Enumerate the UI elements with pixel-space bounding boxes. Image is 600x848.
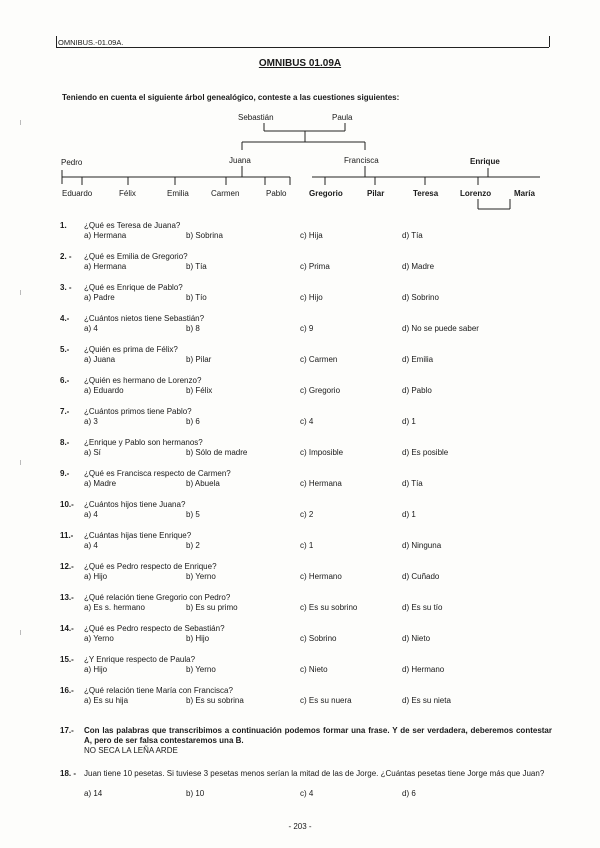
question-text: ¿Qué es Enrique de Pablo?	[84, 283, 183, 292]
answer-option-d[interactable]: d) Nieto	[402, 634, 431, 643]
answer-option-b[interactable]: b) Félix	[186, 386, 213, 395]
tree-node-pilar: Pilar	[367, 189, 385, 198]
question-item	[60, 624, 560, 646]
question-number: 6.-	[60, 376, 70, 385]
question-item	[60, 221, 560, 243]
answer-option-c[interactable]: c) Hijo	[300, 293, 323, 302]
answer-option-c[interactable]: c) 9	[300, 324, 314, 333]
question-text: Juan tiene 10 pesetas. Si tuviese 3 pesetas menos serían la mitad de las de Jorge. ¿Cuántas pesetas tiene Jorge más que Juan?	[84, 769, 545, 778]
answer-option-d[interactable]: d) No se puede saber	[402, 324, 479, 333]
question-number: 14.-	[60, 624, 74, 633]
question-number: 9.-	[60, 469, 70, 478]
answer-option-d[interactable]: d) Tía	[402, 231, 423, 240]
answer-option-d[interactable]: d) 1	[402, 417, 416, 426]
tree-node-juana: Juana	[229, 156, 251, 165]
question-text: ¿Qué es Teresa de Juana?	[84, 221, 181, 230]
question-text: ¿Cuántos hijos tiene Juana?	[84, 500, 186, 509]
answer-option-b[interactable]: b) Yerno	[186, 665, 216, 674]
answer-option-d[interactable]: d) Hermano	[402, 665, 445, 674]
answer-option-d[interactable]: d) Sobrino	[402, 293, 439, 302]
question-number: 2. -	[60, 252, 72, 261]
answer-option-a[interactable]: a) Sí	[84, 448, 101, 457]
question-item	[60, 407, 560, 429]
question-number: 1.	[60, 221, 67, 230]
answer-option-b[interactable]: b) Hijo	[186, 634, 210, 643]
answer-option-b[interactable]: b) Pilar	[186, 355, 212, 364]
question-18	[60, 769, 552, 803]
answer-option-c[interactable]: c) 4	[300, 417, 314, 426]
answer-option-b[interactable]: b) Es su primo	[186, 603, 238, 612]
answer-option-c[interactable]: c) Hermano	[300, 572, 342, 581]
answer-option-a[interactable]: a) Hijo	[84, 665, 108, 674]
question-phrase: NO SECA LA LEÑA ARDE	[84, 746, 178, 755]
answer-option-d[interactable]: d) Es posible	[402, 448, 449, 457]
answer-option-a[interactable]: a) 4	[84, 324, 98, 333]
question-text: ¿Qué relación tiene María con Francisca?	[84, 686, 233, 695]
answer-option-d[interactable]: d) Pablo	[402, 386, 432, 395]
question-item	[60, 500, 560, 522]
answer-option-d[interactable]: d) Cuñado	[402, 572, 440, 581]
tree-node-lorenzo: Lorenzo	[460, 189, 492, 198]
question-number: 13.-	[60, 593, 74, 602]
answer-option-c[interactable]: c) 2	[300, 510, 314, 519]
question-number: 16.-	[60, 686, 74, 695]
answer-option-d[interactable]: d) Es su nieta	[402, 696, 451, 705]
margin-mark	[20, 630, 21, 635]
answer-option-b[interactable]: b) Sólo de madre	[186, 448, 248, 457]
margin-mark	[20, 290, 21, 295]
answer-option-b[interactable]: b) 6	[186, 417, 200, 426]
answer-option-d[interactable]: d) 6	[402, 789, 416, 798]
answer-option-a[interactable]: a) 4	[84, 541, 98, 550]
question-number: 3. -	[60, 283, 72, 292]
answer-option-b[interactable]: b) Sobrina	[186, 231, 223, 240]
answer-option-a[interactable]: a) Madre	[84, 479, 117, 488]
question-number: 15.-	[60, 655, 74, 664]
answer-option-b[interactable]: b) 5	[186, 510, 200, 519]
answer-option-a[interactable]: a) 4	[84, 510, 98, 519]
answer-option-d[interactable]: d) Tía	[402, 479, 423, 488]
answer-option-c[interactable]: c) Carmen	[300, 355, 338, 364]
question-item	[60, 283, 560, 305]
header-code: OMNIBUS.-01.09A.	[58, 38, 124, 47]
tree-node-teresa: Teresa	[413, 189, 439, 198]
question-item	[60, 686, 560, 708]
answer-option-d[interactable]: d) Ninguna	[402, 541, 442, 550]
question-number: 10.-	[60, 500, 74, 509]
answer-option-a[interactable]: a) Eduardo	[84, 386, 124, 395]
question-text: ¿Cuántos nietos tiene Sebastián?	[84, 314, 205, 323]
tree-node-carmen: Carmen	[211, 189, 240, 198]
answer-option-c[interactable]: c) Sobrino	[300, 634, 337, 643]
answer-option-d[interactable]: d) Emilia	[402, 355, 434, 364]
question-item	[60, 655, 560, 677]
answer-option-c[interactable]: c) 1	[300, 541, 314, 550]
tree-node-maria: María	[514, 189, 535, 198]
answer-option-a[interactable]: a) Hermana	[84, 231, 127, 240]
tree-node-pedro: Pedro	[61, 158, 83, 167]
question-text: ¿Cuántas hijas tiene Enrique?	[84, 531, 192, 540]
question-item	[60, 314, 560, 336]
question-number: 17.-	[60, 726, 74, 735]
question-text: ¿Quién es hermano de Lorenzo?	[84, 376, 202, 385]
answer-option-a[interactable]: a) Juana	[84, 355, 116, 364]
answer-option-b[interactable]: b) 2	[186, 541, 200, 550]
answer-option-b[interactable]: b) 10	[186, 789, 205, 798]
question-item	[60, 562, 560, 584]
question-text: ¿Qué es Pedro respecto de Enrique?	[84, 562, 217, 571]
question-text: ¿Qué es Emilia de Gregorio?	[84, 252, 188, 261]
question-item	[60, 376, 560, 398]
question-text: ¿Enrique y Pablo son hermanos?	[84, 438, 203, 447]
answer-option-c[interactable]: c) Nieto	[300, 665, 328, 674]
question-number: 4.-	[60, 314, 70, 323]
tree-node-emilia: Emilia	[167, 189, 189, 198]
answer-option-a[interactable]: a) Es s. hermano	[84, 603, 145, 612]
answer-option-c[interactable]: c) Hermana	[300, 479, 342, 488]
question-item	[60, 531, 560, 553]
page-title: OMNIBUS 01.09A	[258, 58, 342, 69]
tree-node-felix: Félix	[119, 189, 136, 198]
answer-option-b[interactable]: b) Tía	[186, 262, 207, 271]
question-17	[60, 726, 552, 760]
question-text: ¿Cuántos primos tiene Pablo?	[84, 407, 192, 416]
answer-option-b[interactable]: b) Abuela	[186, 479, 220, 488]
answer-option-a[interactable]: a) Hijo	[84, 572, 108, 581]
question-text: ¿Y Enrique respecto de Paula?	[84, 655, 196, 664]
answer-option-a[interactable]: a) Hermana	[84, 262, 127, 271]
question-number: 7.-	[60, 407, 70, 416]
answer-option-c[interactable]: c) Imposible	[300, 448, 344, 457]
answer-option-a[interactable]: a) Es su hija	[84, 696, 129, 705]
question-number: 5.-	[60, 345, 70, 354]
question-item	[60, 252, 560, 274]
question-text: ¿Qué es Francisca respecto de Carmen?	[84, 469, 231, 478]
question-item	[60, 438, 560, 460]
answer-option-c[interactable]: c) Gregorio	[300, 386, 341, 395]
answer-option-a[interactable]: a) 3	[84, 417, 98, 426]
answer-option-b[interactable]: b) Es su sobrina	[186, 696, 244, 705]
answer-option-d[interactable]: d) Es su tío	[402, 603, 443, 612]
answer-option-c[interactable]: c) Hija	[300, 231, 323, 240]
answer-option-c[interactable]: c) Prima	[300, 262, 330, 271]
tree-node-enrique: Enrique	[470, 157, 500, 166]
question-number: 12.-	[60, 562, 74, 571]
tree-node-pablo: Pablo	[266, 189, 287, 198]
question-number: 8.-	[60, 438, 70, 447]
answer-option-c[interactable]: c) Es su sobrino	[300, 603, 358, 612]
answer-option-a[interactable]: a) Yerno	[84, 634, 114, 643]
question-number: 11.-	[60, 531, 74, 540]
page-number: - 203 -	[288, 822, 312, 831]
question-text: ¿Quién es prima de Félix?	[84, 345, 178, 354]
answer-option-d[interactable]: d) 1	[402, 510, 416, 519]
tree-node-gregorio: Gregorio	[309, 189, 343, 198]
answer-option-d[interactable]: d) Madre	[402, 262, 435, 271]
answer-option-c[interactable]: c) 4	[300, 789, 314, 798]
family-tree-lines	[0, 0, 600, 220]
answer-option-b[interactable]: b) Yerno	[186, 572, 216, 581]
answer-option-a[interactable]: a) Padre	[84, 293, 115, 302]
tree-node-paula: Paula	[332, 113, 353, 122]
tree-node-sebastian: Sebastián	[238, 113, 274, 122]
question-number: 18. -	[60, 769, 77, 778]
margin-mark	[20, 460, 21, 465]
tree-node-eduardo: Eduardo	[62, 189, 93, 198]
question-text: ¿Qué es Pedro respecto de Sebastián?	[84, 624, 225, 633]
question-text: ¿Qué relación tiene Gregorio con Pedro?	[84, 593, 231, 602]
answer-option-b[interactable]: b) 8	[186, 324, 200, 333]
answer-option-b[interactable]: b) Tío	[186, 293, 207, 302]
question-item	[60, 593, 560, 615]
intro-text: Teniendo en cuenta el siguiente árbol genealógico, conteste a las cuestiones siguientes:	[62, 93, 400, 102]
question-text: Con las palabras que transcribimos a continuación podemos formar una frase. Y de ser verdadera, deberemos contestar A, pero de ser falsa contestaremos una B.	[84, 726, 552, 745]
answer-option-a[interactable]: a) 14	[84, 789, 103, 798]
answer-option-c[interactable]: c) Es su nuera	[300, 696, 352, 705]
question-item	[60, 345, 560, 367]
tree-node-francisca: Francisca	[344, 156, 379, 165]
question-item	[60, 469, 560, 491]
